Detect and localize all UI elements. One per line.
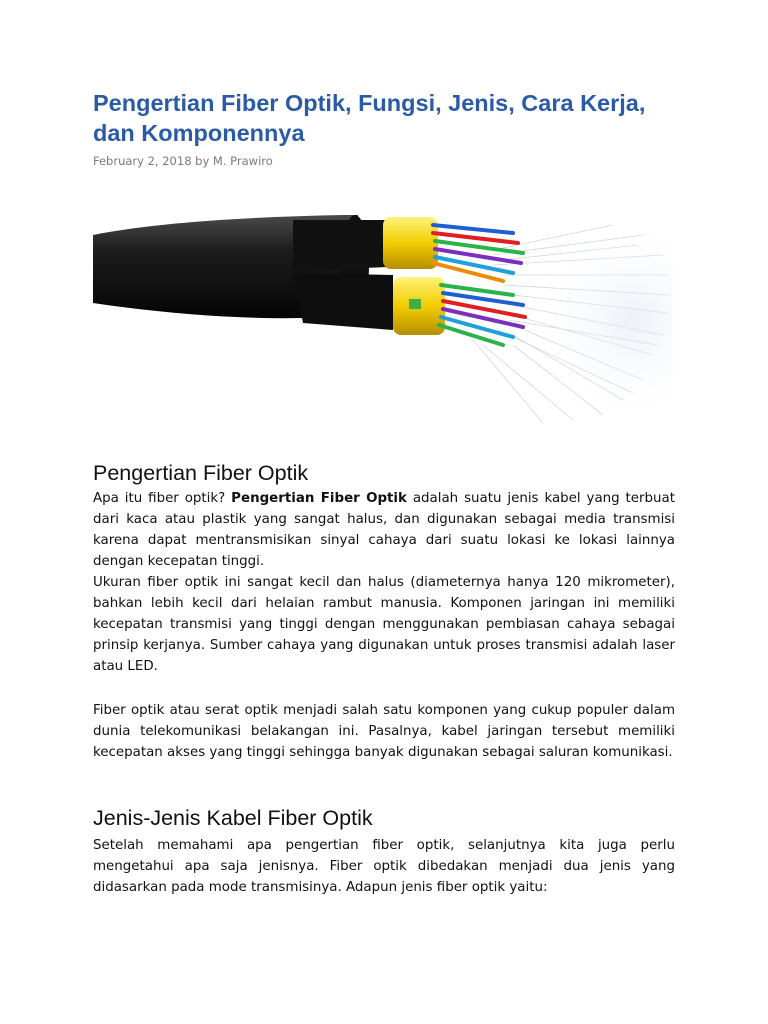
section-heading-jenis: Jenis-Jenis Kabel Fiber Optik — [93, 806, 373, 830]
paragraph-size: Ukuran fiber optik ini sangat kecil dan halus (diameternya hanya 120 mikrometer), bahkan lebih kecil dari helaian rambut manusia. Komponen jaringan ini memiliki kecepatan transmisi yang tinggi dengan menggunakan pembiasan cahaya sebagai prinsip kerjanya. Sumber cahaya yang digunakan untuk proses transmisi adalah laser atau LED. — [93, 575, 675, 674]
hero-image — [93, 195, 675, 445]
article-meta: February 2, 2018 by M. Prawiro — [93, 154, 273, 168]
paragraph-types-intro: Setelah memahami apa pengertian fiber optik, selanjutnya kita juga perlu mengetahui apa saja jenisnya. Fiber optik dibedakan menjadi dua jenis yang didasarkan pada mode transmisinya. Adapun jenis fiber optik yaitu: — [93, 838, 675, 895]
paragraph-popularity: Fiber optik atau serat optik menjadi salah satu komponen yang cukup populer dalam dunia telekomunikasi belakangan ini. Pasalnya, kabel jaringan tersebut memiliki kecepatan akses yang tinggi sehingga banyak digunakan sebagai saluran komunikasi. — [93, 703, 675, 760]
paragraph-definition-bold: Pengertian Fiber Optik — [231, 491, 407, 506]
article-title: Pengertian Fiber Optik, Fungsi, Jenis, Cara Kerja, dan Komponennya — [93, 90, 646, 146]
section-heading-pengertian: Pengertian Fiber Optik — [93, 461, 309, 485]
paragraph-definition-rest: adalah suatu jenis kabel yang terbuat dari kaca atau plastik yang sangat halus, dan digunakan sebagai media transmisi karena dapat mentransmisikan sinyal cahaya dari suatu lokasi ke lokasi lainnya dengan kecepatan tinggi. — [93, 491, 675, 569]
paragraph-definition-lead: Apa itu fiber optik? — [93, 491, 232, 506]
paragraph-definition — [93, 488, 675, 572]
